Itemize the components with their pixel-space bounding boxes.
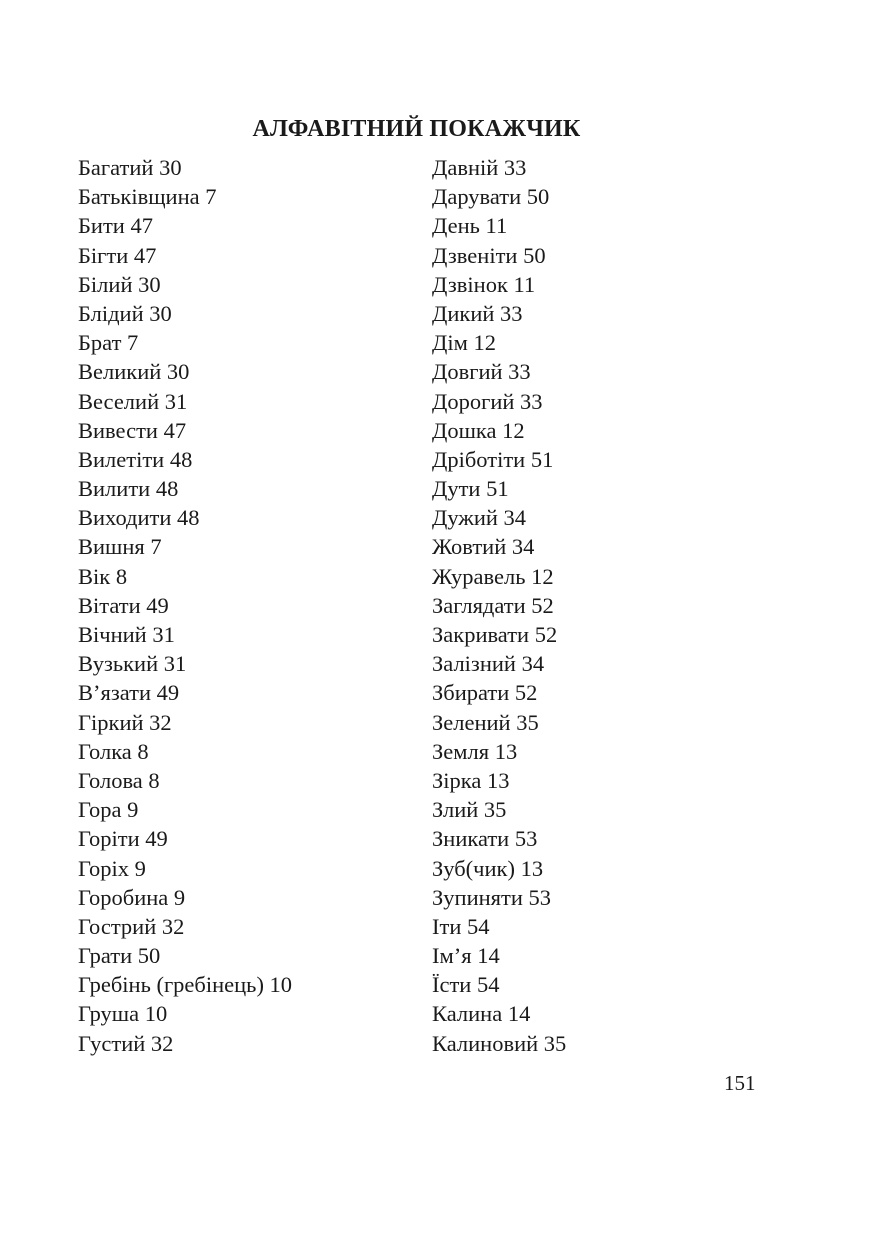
- index-entry: Грати 50: [78, 943, 161, 969]
- index-entry: Вишня 7: [78, 534, 162, 560]
- index-entry: Гострий 32: [78, 913, 185, 939]
- index-entry: Дріботіти 51: [432, 446, 554, 472]
- index-entry: Бігти 47: [78, 242, 157, 268]
- index-entry: Блідий 30: [78, 300, 172, 326]
- index-entry: Гребінь (гребінець) 10: [78, 972, 293, 998]
- index-entry: Залізний 34: [432, 651, 545, 677]
- index-entry: Ім’я 14: [432, 943, 500, 969]
- index-entry: Гіркий 32: [78, 709, 172, 735]
- index-entry: Журавель 12: [432, 563, 554, 589]
- index-entry: Голка 8: [78, 738, 149, 764]
- index-entry: Дзвеніти 50: [432, 242, 546, 268]
- index-entry: Виходити 48: [78, 505, 200, 531]
- index-entry: День 11: [432, 213, 508, 239]
- index-entry: Веселий 31: [78, 388, 188, 414]
- index-entry: Груша 10: [78, 1001, 168, 1027]
- index-entry: Жовтий 34: [432, 534, 535, 560]
- index-entry: Зуб(чик) 13: [432, 855, 544, 881]
- index-entry: Калиновий 35: [432, 1030, 567, 1056]
- index-entry: Гора 9: [78, 797, 139, 823]
- index-entry: Дім 12: [432, 330, 496, 356]
- index-entry: Злий 35: [432, 797, 507, 823]
- index-entry: Зелений 35: [432, 709, 539, 735]
- index-entry: Дорогий 33: [432, 388, 543, 414]
- index-entry: Дикий 33: [432, 300, 523, 326]
- index-column-left: [78, 153, 418, 1058]
- index-entry: Вилити 48: [78, 476, 179, 502]
- index-entry: Земля 13: [432, 738, 518, 764]
- index-entry: Вік 8: [78, 563, 128, 589]
- page-title: АЛФАВІТНИЙ ПОКАЖЧИК: [252, 116, 581, 143]
- index-entry: Зірка 13: [432, 767, 510, 793]
- index-entry: Вивести 47: [78, 417, 187, 443]
- index-entry: Білий 30: [78, 271, 161, 297]
- index-entry: Закривати 52: [432, 622, 558, 647]
- index-entry: Горіти 49: [78, 826, 168, 852]
- page-number: 151: [724, 1071, 756, 1095]
- index-entry: Дошка 12: [432, 417, 525, 443]
- index-entry: Горобина 9: [78, 884, 186, 910]
- index-entry: Дужий 34: [432, 505, 527, 531]
- index-entry: Калина 14: [432, 1001, 531, 1027]
- index-entry: Іти 54: [432, 913, 490, 939]
- index-entry: Горіх 9: [78, 855, 146, 881]
- index-entry: Довгий 33: [432, 359, 531, 385]
- index-entry: Дути 51: [432, 476, 509, 502]
- index-entry: Брат 7: [78, 330, 139, 356]
- index-entry: Бити 47: [78, 213, 153, 239]
- index-entry: Вічний 31: [78, 622, 175, 647]
- index-entry: Заглядати 52: [432, 592, 554, 618]
- index-entry: Давній 33: [432, 155, 527, 180]
- index-entry: Їсти 54: [432, 972, 500, 998]
- index-entry: Вилетіти 48: [78, 446, 193, 472]
- index-entry: В’язати 49: [78, 680, 180, 706]
- index-column-right: [432, 153, 772, 1058]
- index-entry: Дзвінок 11: [432, 271, 536, 297]
- index-entry: Вітати 49: [78, 592, 169, 618]
- index-entry: Зупиняти 53: [432, 884, 551, 910]
- index-entry: Збирати 52: [432, 680, 538, 706]
- index-entry: Вузький 31: [78, 651, 187, 677]
- index-entry: Густий 32: [78, 1030, 174, 1056]
- index-entry: Багатий 30: [78, 155, 182, 180]
- index-entry: Великий 30: [78, 359, 190, 385]
- index-entry: Дарувати 50: [432, 184, 550, 210]
- index-entry: Зникати 53: [432, 826, 538, 852]
- index-entry: Батьківщина 7: [78, 184, 217, 210]
- index-entry: Голова 8: [78, 767, 160, 793]
